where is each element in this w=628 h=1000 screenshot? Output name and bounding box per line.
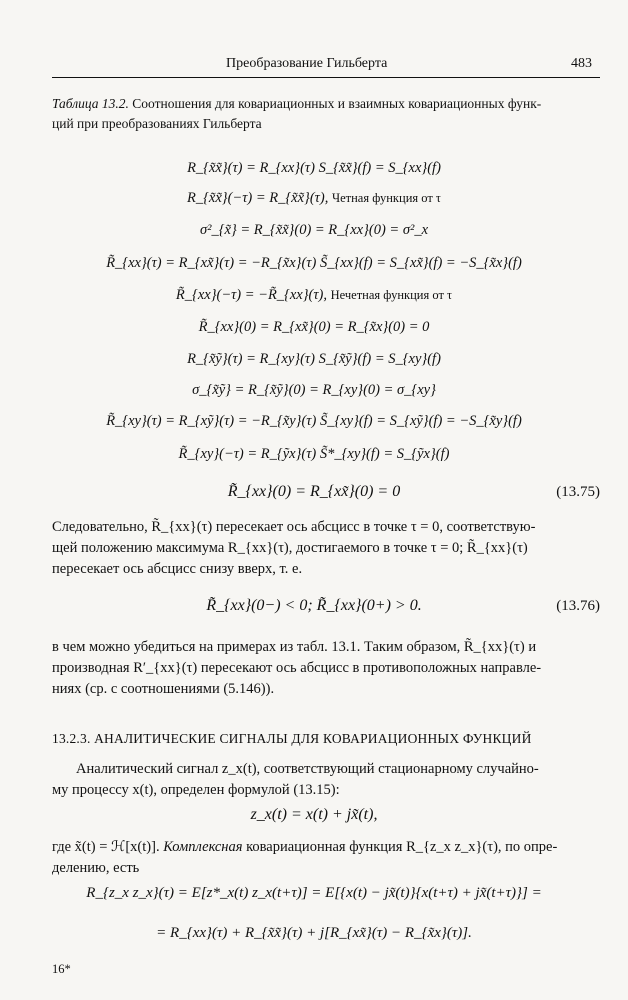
caption-line-1: Соотношения для ковариационных и взаимных ковариационных функ- [132, 96, 542, 111]
equation-complex-cov-2: = R_{xx}(τ) + R_{x̃x̃}(τ) + j[R_{xx̃}(τ) − R_{x̃x}(τ)]. [156, 925, 472, 941]
table-caption [52, 94, 600, 134]
footer-signature-mark: 16* [52, 962, 71, 976]
paragraph-4: где x̃(t) = ℋ[x(t)]. Комплексная ковариационная функция R_{z_x z_x}(τ), по опре- делению, есть [52, 839, 558, 876]
header-rule [52, 77, 600, 78]
running-header: Преобразование Гильберта [226, 56, 388, 71]
table-line-7: R_{x̃ỹ}(τ) = R_{xy}(τ) S_{x̃ỹ}(f) = S_{xy}(f) [187, 351, 441, 367]
paragraph-1: Следовательно, R̃_{xx}(τ) пересекает ось абсцисс в точке τ = 0, соответствую- щей положению максимума R_{xx}(τ), достигаемого в точке τ = 0; R̃_{xx}(τ) пересекает ось абсцисс снизу вверх, т. е. [52, 519, 536, 577]
note-even: Четная функция от τ [331, 191, 441, 205]
table-line-5: R̃_{xx}(−τ) = −R̃_{xx}(τ), Нечетная функция от τ [175, 287, 453, 303]
equation-number-13-75: (13.75) [556, 484, 600, 500]
paragraph-2: в чем можно убедиться на примерах из табл. 13.1. Таким образом, R̃_{xx}(τ) и производная R′_{xx}(τ) пересекают ось абсцисс в противоположных направле- ниях (ср. с соотношениями (5.146)). [52, 639, 542, 697]
note-odd: Нечетная функция от τ [330, 288, 453, 302]
equation-number-13-76: (13.76) [556, 598, 600, 614]
table-line-8: σ_{x̃ỹ} = R_{x̃ỹ}(0) = R_{xy}(0) = σ_{xy} [192, 382, 436, 398]
equation-complex-cov-1: R_{z_x z_x}(τ) = E[z*_x(t) z_x(t+τ)] = E[{x(t) − jx̃(t)}{x(t+τ) + jx̃(t+τ)}] = [86, 885, 542, 901]
table-line-10: R̃_{xy}(−τ) = R_{ỹx}(τ) S̃*_{xy}(f) = S_{ỹx}(f) [178, 446, 450, 462]
table-line-4: R̃_{xx}(τ) = R_{xx̃}(τ) = −R_{x̃x}(τ) S̃_{xx}(f) = S_{xx̃}(f) = −S_{x̃x}(f) [106, 255, 522, 271]
paragraph-3: Аналитический сигнал z_x(t), соответствующий стационарному случайно- му процессу x(t), определен формулой (13.15): [52, 761, 539, 798]
page-number: 483 [571, 56, 592, 71]
table-line-3: σ²_{x̃} = R_{x̃x̃}(0) = R_{xx}(0) = σ²_x [199, 222, 429, 238]
table-line-2: R_{x̃x̃}(−τ) = R_{x̃x̃}(τ), Четная функция от τ [187, 190, 441, 206]
table-line-9: R̃_{xy}(τ) = R_{xỹ}(τ) = −R_{x̃y}(τ) S̃_{xy}(f) = S_{xỹ}(f) = −S_{x̃y}(f) [106, 413, 522, 429]
equation-13-76: R̃_{xx}(0−) < 0; R̃_{xx}(0+) > 0. [206, 597, 422, 614]
table-line-1: R_{x̃x̃}(τ) = R_{xx}(τ) S_{x̃x̃}(f) = S_{xx}(f) [187, 160, 441, 176]
section-heading: 13.2.3. АНАЛИТИЧЕСКИЕ СИГНАЛЫ ДЛЯ КОВАРИАЦИОННЫХ ФУНКЦИЙ [52, 731, 532, 746]
caption-line-2: ций при преобразованиях Гильберта [52, 116, 262, 131]
table-line-6: R̃_{xx}(0) = R_{xx̃}(0) = R_{x̃x}(0) = 0 [198, 319, 430, 335]
equation-analytic-signal: z_x(t) = x(t) + jx̃(t), [250, 806, 378, 823]
equation-13-75: R̃_{xx}(0) = R_{xx̃}(0) = 0 [227, 483, 401, 500]
caption-label: Таблица 13.2. [52, 96, 129, 111]
